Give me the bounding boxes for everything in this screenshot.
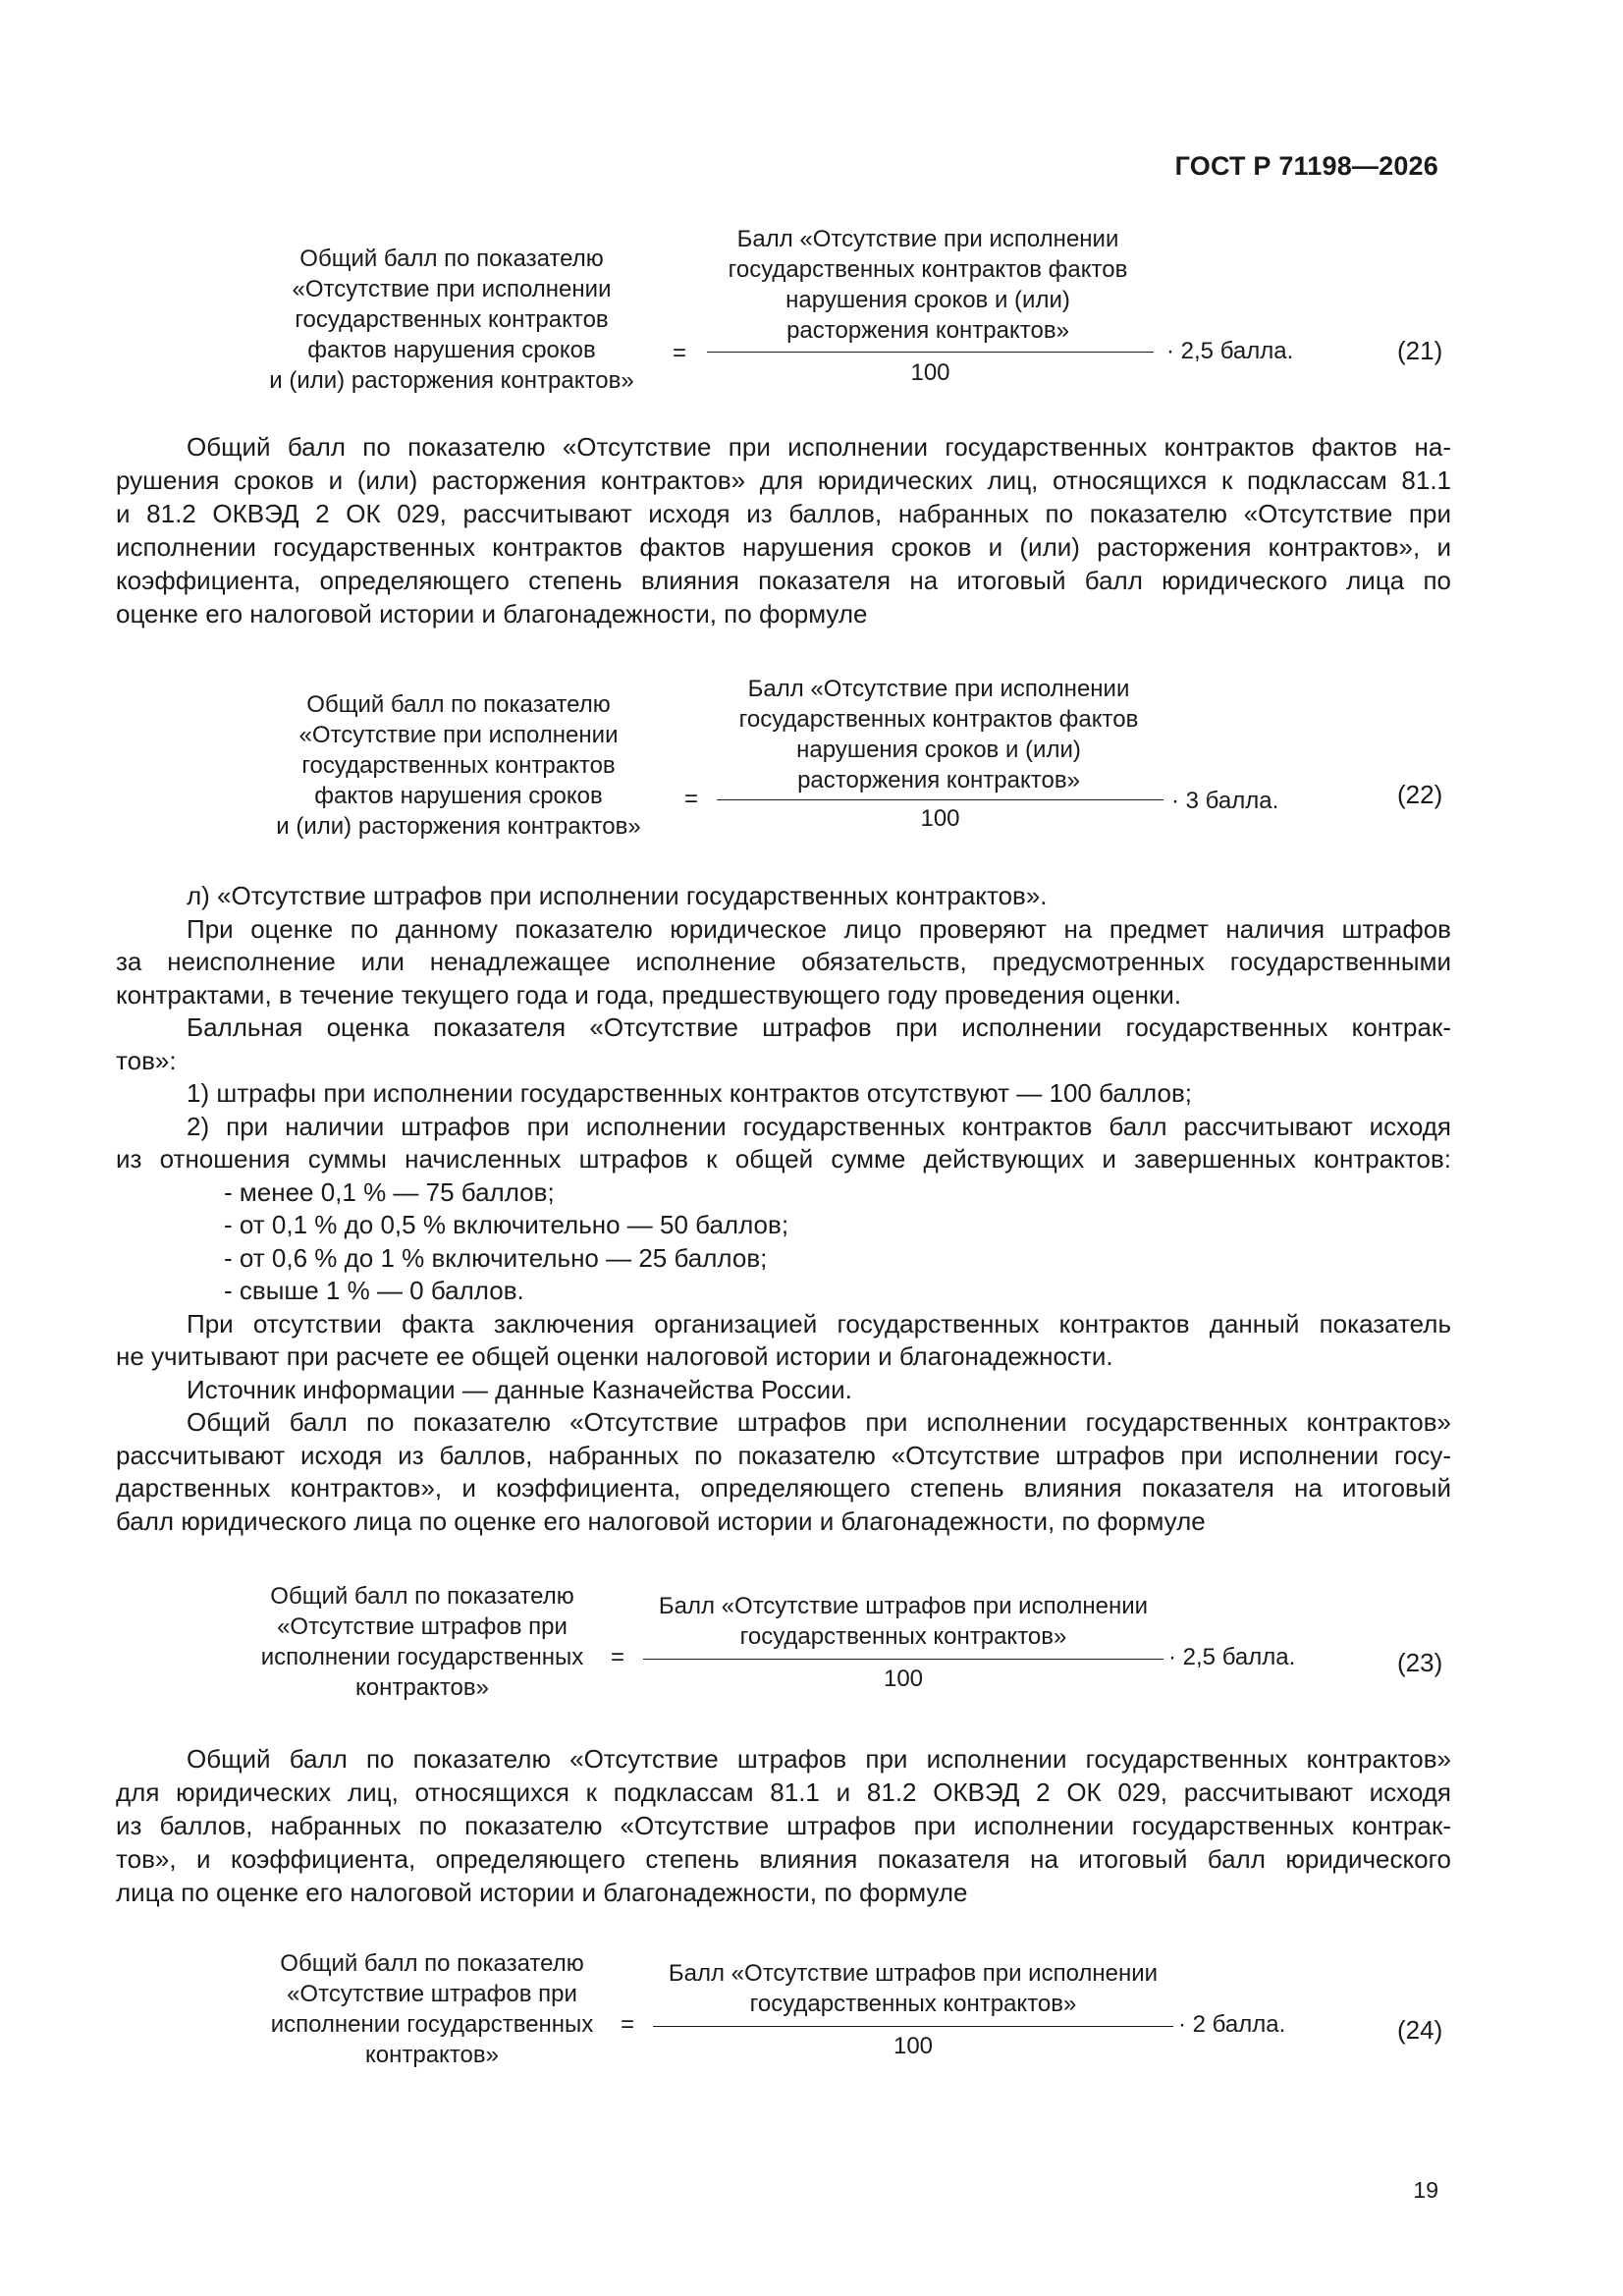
fraction-bar bbox=[717, 799, 1163, 800]
lhs-line: фактов нарушения сроков bbox=[307, 337, 596, 363]
list-item-l: л) «Отсутствие штрафов при исполнении государственных контрактов». bbox=[187, 881, 1048, 910]
paragraph-line: контрактами, в течение текущего года и года, предшествующего году проведения оценки. bbox=[116, 979, 1182, 1010]
dash-item: - свыше 1 % — 0 баллов. bbox=[224, 1276, 524, 1305]
lhs-line: государственных контрактов bbox=[295, 306, 609, 333]
paragraph-line: Общий балл по показателю «Отсутствие штрафов при исполнении государственных контрактов» bbox=[187, 1744, 1451, 1774]
equation-number: (22) bbox=[1397, 780, 1443, 809]
paragraph-line: рассчитывают исходя из баллов, набранных по показателю «Отсутствие штрафов при исполнении госу- bbox=[116, 1440, 1451, 1470]
lhs-line: «Отсутствие при исполнении bbox=[292, 276, 612, 302]
numerator-line: расторжения контрактов» bbox=[786, 317, 1069, 344]
paragraph-formula-24-intro bbox=[116, 1742, 1451, 1909]
lhs-line: «Отсутствие штрафов при bbox=[287, 1981, 577, 2007]
equation-number: (24) bbox=[1397, 2015, 1443, 2045]
paragraph-line: оценке его налоговой истории и благонадежности, по формуле bbox=[116, 599, 868, 629]
paragraph-line: и 81.2 ОКВЭД 2 ОК 029, рассчитывают исходя из баллов, набранных по показателю «Отсутствие при bbox=[116, 499, 1451, 528]
paragraph-line: При отсутствии факта заключения организацией государственных контрактов данный показатель bbox=[187, 1308, 1451, 1339]
coefficient: · 2 балла. bbox=[1178, 2011, 1286, 2038]
paragraph-line: Балльная оценка показателя «Отсутствие штрафов при исполнении государственных контрак- bbox=[187, 1012, 1451, 1042]
fraction-bar bbox=[707, 352, 1154, 353]
paragraph-line: Источник информации — данные Казначейства России. bbox=[187, 1374, 852, 1404]
numerator-line: государственных контрактов фактов bbox=[738, 706, 1139, 733]
numerator-line: Балл «Отсутствие при исполнении bbox=[747, 676, 1130, 702]
dash-item: - менее 0,1 % — 75 баллов; bbox=[224, 1176, 555, 1207]
fraction-numerator bbox=[703, 674, 1174, 795]
lhs-line: контрактов» bbox=[355, 1674, 489, 1701]
fraction-numerator bbox=[628, 1591, 1178, 1652]
lhs-line: и (или) расторжения контрактов» bbox=[276, 813, 641, 840]
fraction-numerator bbox=[692, 224, 1163, 346]
paragraph-line: из баллов, набранных по показателю «Отсутствие штрафов при исполнении государственных контрак- bbox=[116, 1811, 1451, 1840]
coefficient: · 2,5 балла. bbox=[1166, 338, 1294, 364]
paragraph-formula-22-intro bbox=[116, 430, 1451, 630]
equation-number: (21) bbox=[1397, 336, 1443, 365]
fraction-numerator bbox=[638, 1958, 1188, 2019]
lhs-line: фактов нарушения сроков bbox=[314, 783, 603, 809]
numerator-line: Балл «Отсутствие штрафов при исполнении bbox=[668, 1960, 1159, 1987]
formula-lhs bbox=[257, 689, 660, 842]
dash-item: - от 0,1 % до 0,5 % включительно — 50 баллов; bbox=[224, 1210, 789, 1239]
fraction-bar bbox=[643, 1659, 1163, 1660]
equals-sign: = bbox=[621, 2011, 635, 2038]
lhs-line: «Отсутствие штрафов при bbox=[277, 1613, 568, 1640]
numerator-line: нарушения сроков и (или) bbox=[796, 737, 1081, 763]
fraction-bar bbox=[653, 2026, 1173, 2027]
formula-lhs bbox=[250, 244, 653, 396]
paragraph-line: балл юридического лица по оценке его налоговой истории и благонадежности, по формуле bbox=[116, 1505, 1206, 1536]
indicator-l-section bbox=[116, 880, 1451, 1538]
equals-sign: = bbox=[611, 1644, 625, 1670]
numerator-line: государственных контрактов» bbox=[749, 1991, 1077, 2017]
lhs-line: исполнении государственных bbox=[260, 1644, 584, 1670]
lhs-line: исполнении государственных bbox=[270, 2011, 594, 2038]
paragraph-line: Общий балл по показателю «Отсутствие при исполнении государственных контрактов фактов на- bbox=[187, 432, 1451, 462]
page-number: 19 bbox=[1413, 2177, 1438, 2203]
equation-number: (23) bbox=[1397, 1648, 1443, 1677]
lhs-line: Общий балл по показателю bbox=[299, 246, 604, 272]
lhs-line: Общий балл по показателю bbox=[270, 1583, 574, 1610]
paragraph-line: При оценке по данному показателю юридическое лицо проверяют на предмет наличия штрафов bbox=[187, 913, 1451, 944]
paragraph-line: из отношения суммы начисленных штрафов к общей сумме действующих и завершенных контрактов: bbox=[116, 1144, 1451, 1174]
paragraph-line: не учитывают при расчете ее общей оценки налоговой истории и благонадежности. bbox=[116, 1341, 1113, 1371]
list-item-1: 1) штрафы при исполнении государственных контрактов отсутствуют — 100 баллов; bbox=[187, 1078, 1192, 1108]
paragraph-line: лица по оценке его налоговой истории и благонадежности, по формуле bbox=[116, 1878, 968, 1907]
numerator-line: Балл «Отсутствие штрафов при исполнении bbox=[658, 1593, 1149, 1619]
lhs-line: Общий балл по показателю bbox=[306, 691, 611, 718]
formula-lhs bbox=[236, 1581, 609, 1703]
formula-lhs bbox=[245, 1948, 619, 2070]
paragraph-line: тов»: bbox=[116, 1045, 177, 1075]
fraction-denominator: 100 bbox=[920, 805, 960, 832]
numerator-line: государственных контрактов» bbox=[739, 1623, 1067, 1650]
paragraph-line: за неисполнение или ненадлежащее исполнение обязательств, предусмотренных государственными bbox=[116, 947, 1451, 976]
lhs-line: Общий балл по показателю bbox=[280, 1950, 584, 1977]
paragraph-line: тов», и коэффициента, определяющего степень влияния показателя на итоговый балл юридического bbox=[116, 1844, 1451, 1874]
paragraph-line: исполнении государственных контрактов фактов нарушения сроков и (или) расторжения контрактов», и bbox=[116, 532, 1451, 562]
paragraph-line: для юридических лиц, относящихся к подклассам 81.1 и 81.2 ОКВЭД 2 ОК 029, рассчитывают исходя bbox=[116, 1777, 1451, 1807]
numerator-line: нарушения сроков и (или) bbox=[785, 287, 1070, 313]
fraction-denominator: 100 bbox=[893, 2033, 934, 2059]
list-item-2: 2) при наличии штрафов при исполнении государственных контрактов балл рассчитывают исходя bbox=[187, 1111, 1451, 1141]
equals-sign: = bbox=[673, 340, 687, 366]
lhs-line: и (или) расторжения контрактов» bbox=[269, 367, 634, 394]
coefficient: · 2,5 балла. bbox=[1168, 1644, 1296, 1670]
lhs-line: «Отсутствие при исполнении bbox=[298, 722, 619, 748]
coefficient: · 3 балла. bbox=[1171, 788, 1279, 814]
fraction-denominator: 100 bbox=[910, 359, 950, 386]
paragraph-line: коэффициента, определяющего степень влияния показателя на итоговый балл юридического лица по bbox=[116, 566, 1451, 595]
dash-item: - от 0,6 % до 1 % включительно — 25 баллов; bbox=[224, 1242, 768, 1273]
numerator-line: государственных контрактов фактов bbox=[728, 256, 1128, 283]
numerator-line: Балл «Отсутствие при исполнении bbox=[736, 226, 1119, 252]
numerator-line: расторжения контрактов» bbox=[797, 767, 1080, 793]
lhs-line: государственных контрактов bbox=[301, 752, 616, 779]
lhs-line: контрактов» bbox=[365, 2042, 499, 2068]
paragraph-line: рушения сроков и (или) расторжения контрактов» для юридических лиц, относящихся к подклассам 81.1 bbox=[116, 465, 1451, 495]
paragraph-line: дарственных контрактов», и коэффициента, определяющего степень влияния показателя на итоговый bbox=[116, 1473, 1451, 1503]
fraction-denominator: 100 bbox=[883, 1666, 924, 1692]
standard-designation: ГОСТ Р 71198—2026 bbox=[1174, 151, 1438, 181]
equals-sign: = bbox=[684, 786, 699, 812]
paragraph-line: Общий балл по показателю «Отсутствие штрафов при исполнении государственных контрактов» bbox=[187, 1407, 1451, 1437]
